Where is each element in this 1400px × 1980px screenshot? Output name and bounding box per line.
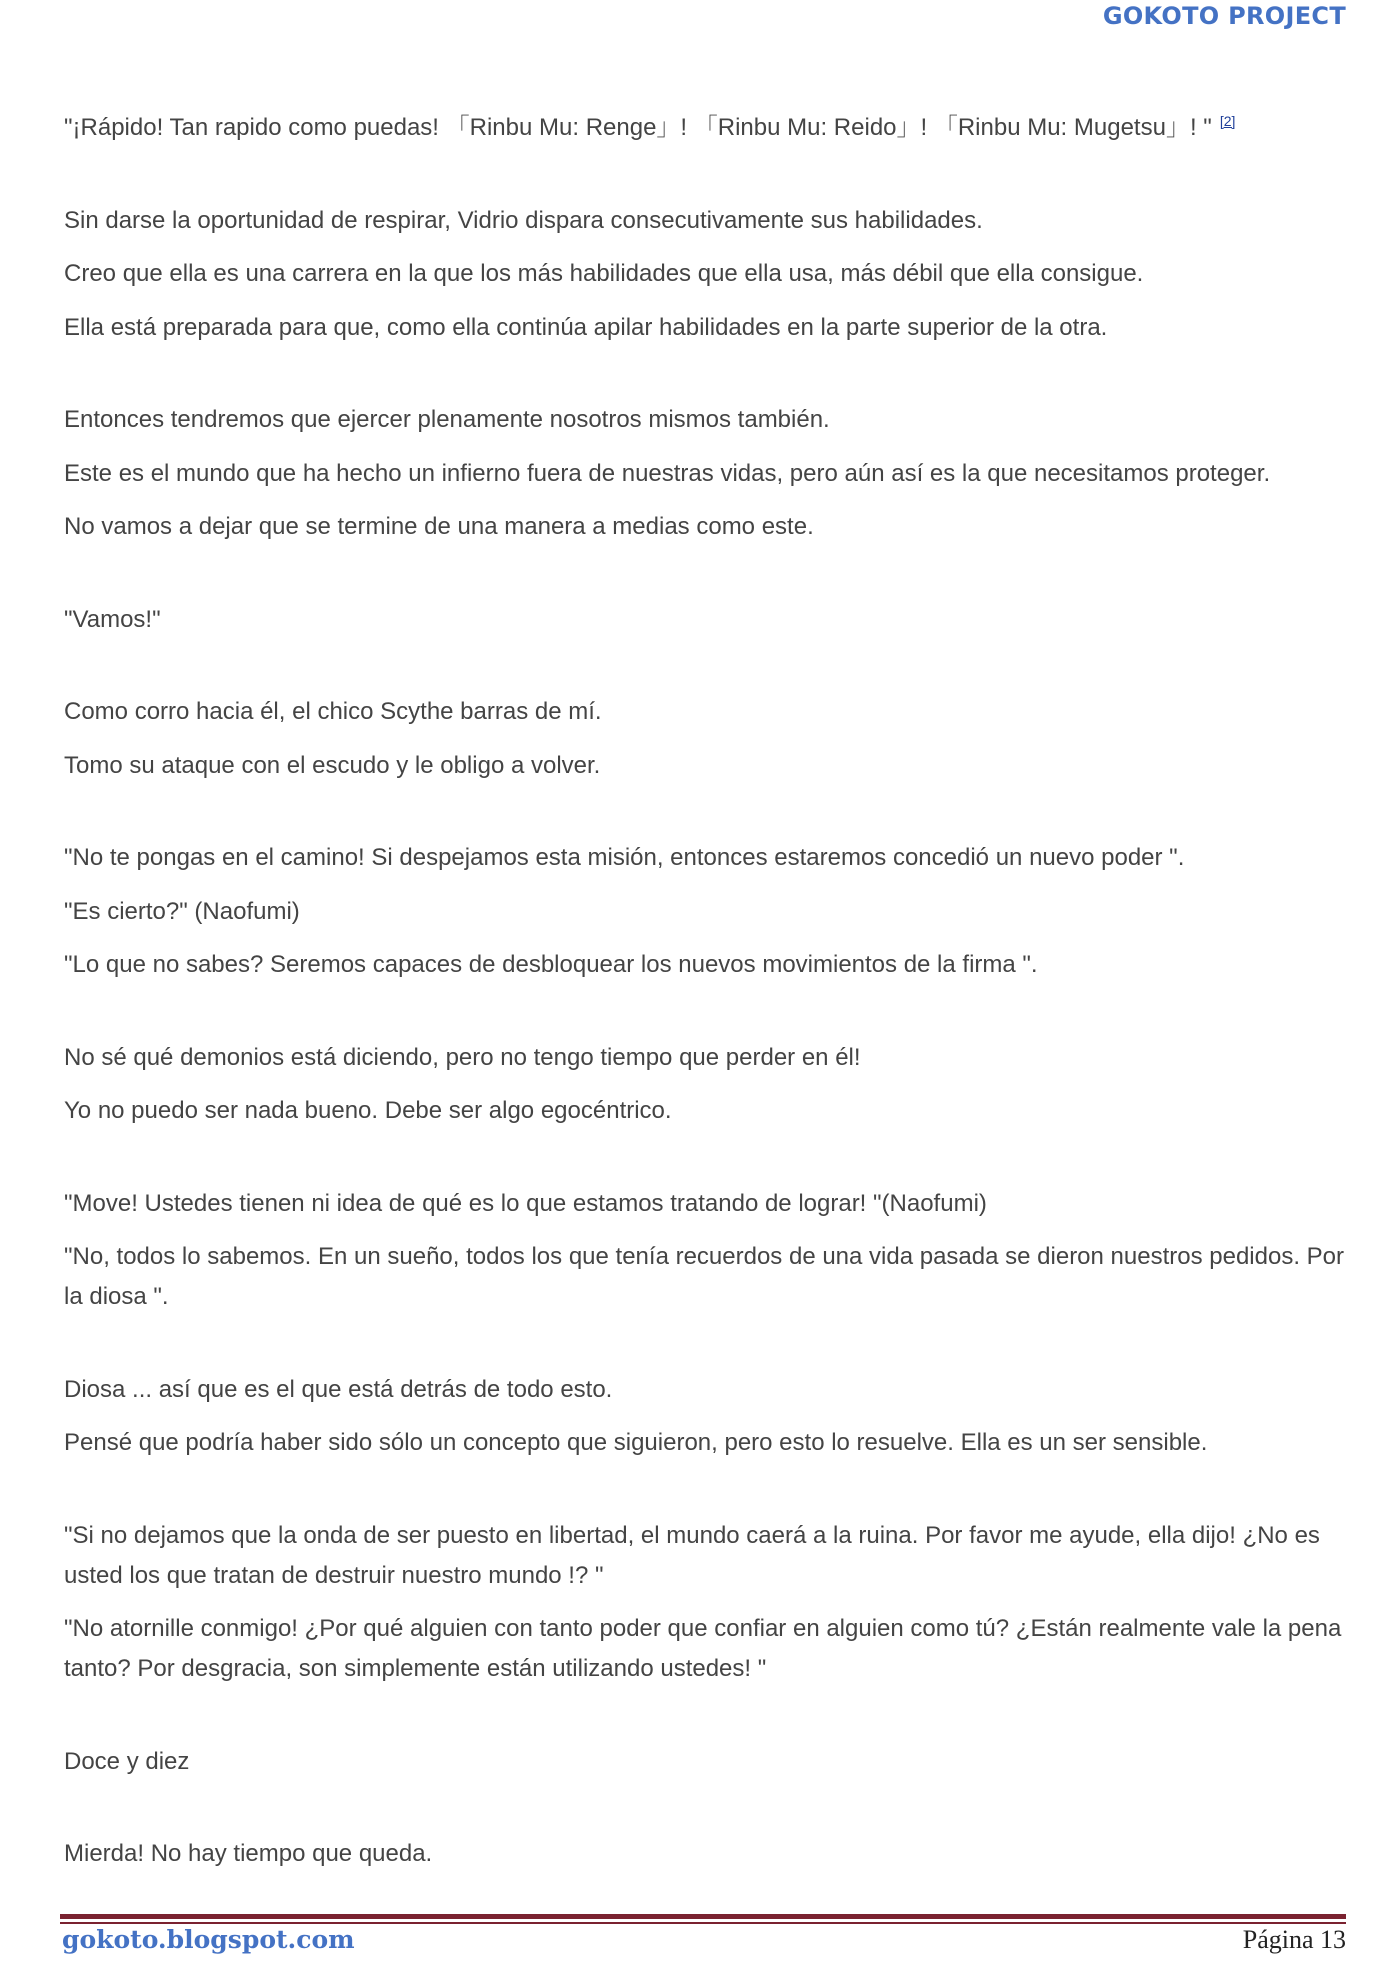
paragraph-text: Doce y diez <box>64 1747 190 1775</box>
paragraph <box>64 945 1344 985</box>
paragraph <box>64 201 1344 241</box>
paragraph-text: Este es el mundo que ha hecho un infierno fuera de nuestras vidas, pero aún así es la que necesitamos proteger. <box>64 459 1271 487</box>
paragraph <box>64 1742 1344 1782</box>
paragraph-text: No sé qué demonios está diciendo, pero no tengo tiempo que perder en él! <box>64 1043 861 1071</box>
paragraph <box>64 1038 1344 1078</box>
paragraph-text: Entonces tendremos que ejercer plenamente nosotros mismos también. <box>64 406 830 433</box>
paragraph-text: Creo que ella es una carrera en la que los más habilidades que ella usa, más débil que ella consigue. <box>64 260 1144 287</box>
paragraph-text: "Lo que no sabes? Seremos capaces de desbloquear los nuevos movimientos de la firma ". <box>64 951 1038 978</box>
paragraph <box>64 1091 1344 1131</box>
footnote-link[interactable]: [2] <box>1219 113 1236 129</box>
paragraph-gap <box>64 561 1344 600</box>
paragraph-text: Yo no puedo ser nada bueno. Debe ser algo egocéntrico. <box>64 1097 672 1124</box>
paragraph <box>64 1609 1344 1689</box>
paragraph-text: "Move! Ustedes tienen ni idea de qué es lo que estamos tratando de lograr! "(Naofumi) <box>64 1189 987 1217</box>
paragraph-text: Tomo su ataque con el escudo y le obligo a volver. <box>64 751 601 779</box>
paragraph <box>64 400 1344 440</box>
paragraph <box>64 1516 1344 1596</box>
paragraph-text: "¡Rápido! Tan rapido como puedas! 「Rinbu Mu: Renge」! 「Rinbu Mu: Reido」! 「Rinbu Mu: Mugetsu」! " <box>64 114 1212 141</box>
paragraph-gap <box>64 999 1344 1038</box>
paragraph-gap <box>64 1795 1344 1834</box>
paragraph <box>64 600 1344 640</box>
paragraph <box>64 507 1344 547</box>
paragraph <box>64 1423 1344 1463</box>
paragraph-text: Sin darse la oportunidad de respirar, Vidrio dispara consecutivamente sus habilidades. <box>64 206 983 234</box>
paragraph <box>64 108 1344 148</box>
paragraph-gap <box>64 1331 1344 1370</box>
paragraph <box>64 892 1344 932</box>
paragraph-text: Mierda! No hay tiempo que queda. <box>64 1840 433 1867</box>
paragraph <box>64 1834 1344 1874</box>
paragraph-text: Diosa ... así que es el que está detrás de todo esto. <box>64 1375 613 1403</box>
paragraph-text: No vamos a dejar que se termine de una manera a medias como este. <box>64 513 814 540</box>
document-body <box>64 108 1344 1888</box>
paragraph-gap <box>64 653 1344 692</box>
paragraph-text: Pensé que podría haber sido sólo un concepto que siguieron, pero esto lo resuelve. Ella es un ser sensible. <box>64 1429 1208 1456</box>
paragraph-text: "No te pongas en el camino! Si despejamos esta misión, entonces estaremos concedió un nuevo poder ". <box>64 844 1185 871</box>
paragraph <box>64 454 1344 494</box>
paragraph-gap <box>64 361 1344 400</box>
paragraph-text: Como corro hacia él, el chico Scythe barras de mí. <box>64 698 602 725</box>
paragraph-text: "Vamos!" <box>64 605 161 633</box>
paragraph <box>64 1184 1344 1224</box>
footer-rule-thick <box>60 1914 1346 1919</box>
paragraph <box>64 692 1344 732</box>
paragraph-text: "No, todos lo sabemos. En un sueño, todos los que tenía recuerdos de una vida pasada se dieron nuestros pedidos. Por la diosa ". <box>64 1243 1345 1310</box>
paragraph <box>64 746 1344 786</box>
paragraph-gap <box>64 1477 1344 1516</box>
paragraph-gap <box>64 1703 1344 1742</box>
paragraph <box>64 1237 1344 1317</box>
paragraph-text: "No atornille conmigo! ¿Por qué alguien con tanto poder que confiar en alguien como tú? ¿Están realmente vale la pena tanto? Por desgracia, son simplemente están utilizando ustedes! " <box>64 1615 1342 1682</box>
page-header-title: GOKOTO PROJECT <box>1102 2 1346 30</box>
paragraph-text: Ella está preparada para que, como ella continúa apilar habilidades en la parte superior de la otra. <box>64 313 1108 341</box>
paragraph-gap <box>64 1145 1344 1184</box>
footer-site-link[interactable]: gokoto.blogspot.com <box>62 1925 355 1954</box>
paragraph <box>64 838 1344 878</box>
paragraph-gap <box>64 799 1344 838</box>
paragraph <box>64 254 1344 294</box>
paragraph-text: "Si no dejamos que la onda de ser puesto en libertad, el mundo caerá a la ruina. Por favor me ayude, ella dijo! ¿No es usted los que tratan de destruir nuestro mundo !? " <box>64 1521 1320 1589</box>
paragraph-text: "Es cierto?" (Naofumi) <box>64 897 300 925</box>
paragraph <box>64 308 1344 348</box>
paragraph-gap <box>64 162 1344 201</box>
footer-rule-thin <box>60 1922 1346 1924</box>
footer-page-number: Página 13 <box>1242 1925 1346 1954</box>
paragraph <box>64 1370 1344 1410</box>
